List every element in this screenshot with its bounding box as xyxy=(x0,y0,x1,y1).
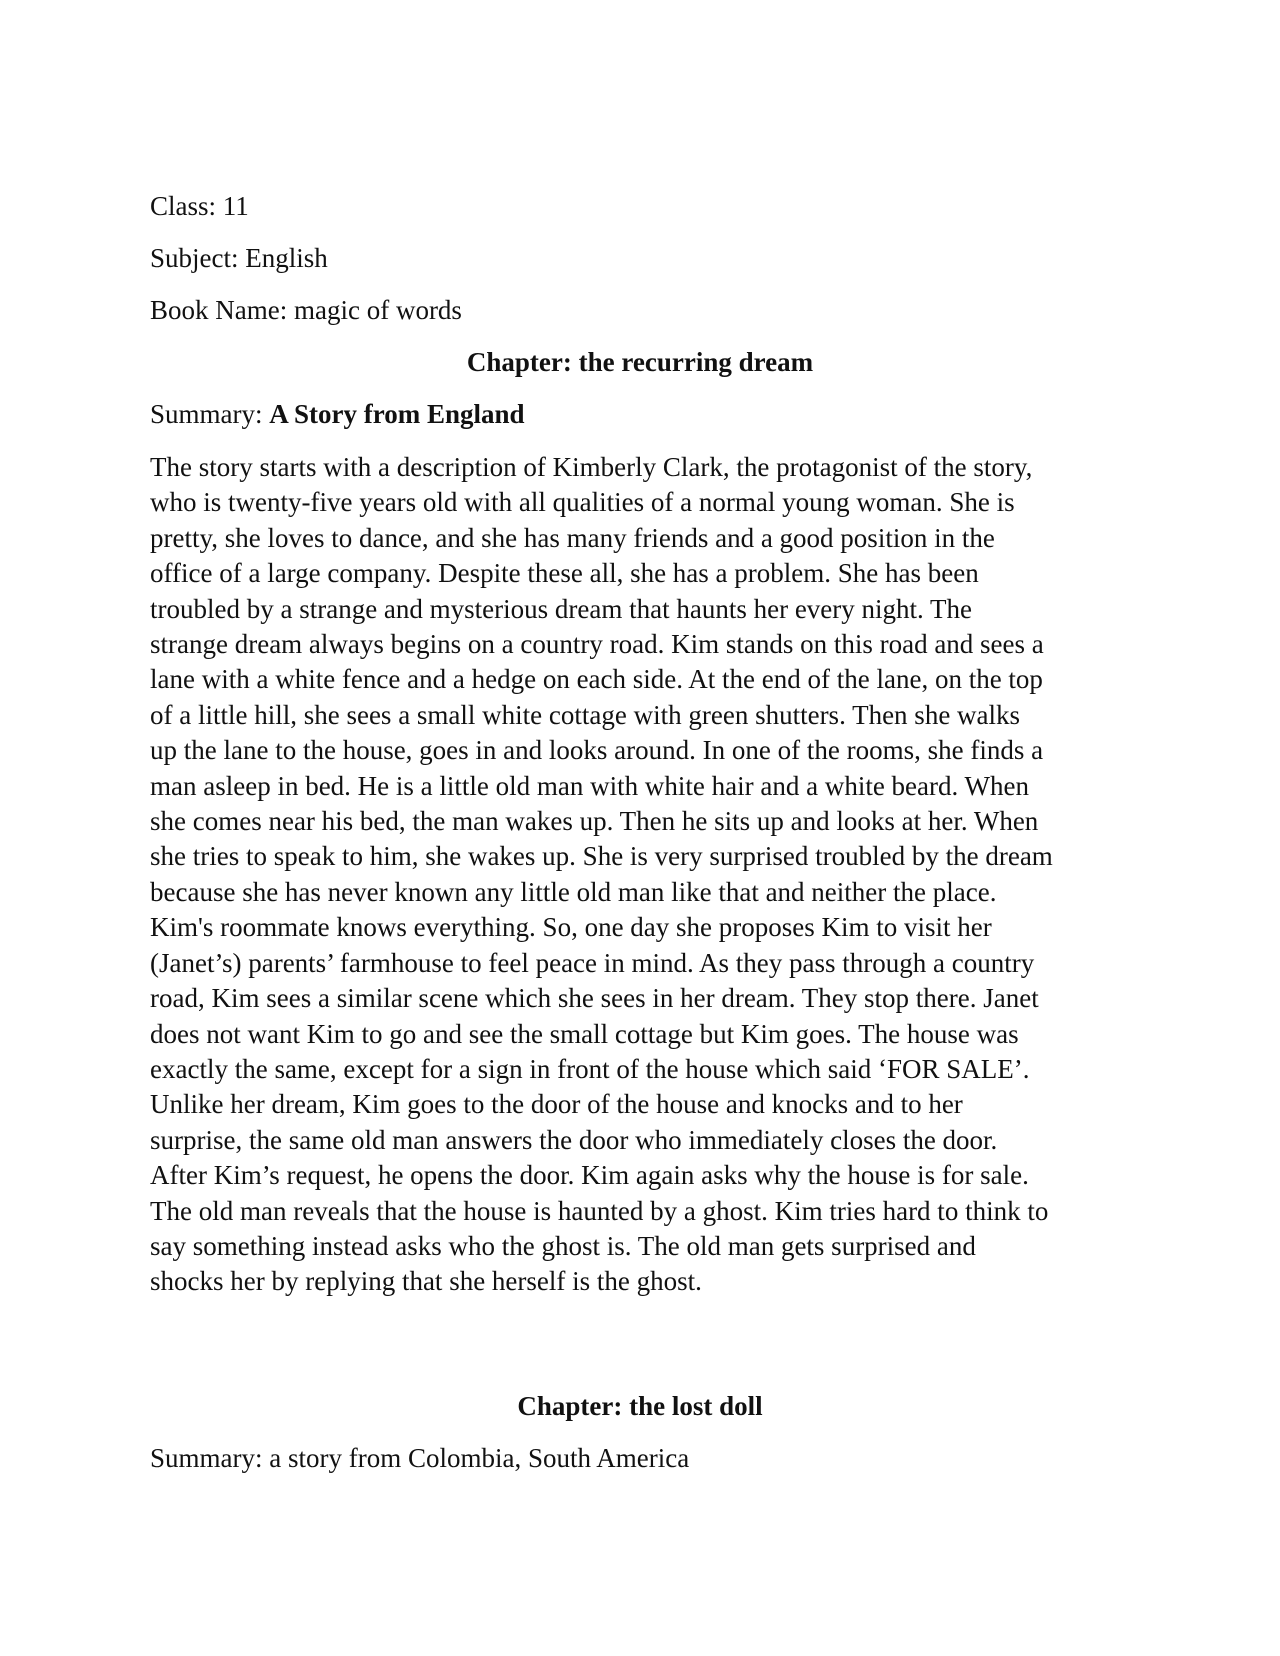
paragraph-line: (Janet’s) parents’ farmhouse to feel peace in mind. As they pass through a country xyxy=(150,947,1035,978)
summary-prefix: Summary: xyxy=(150,399,270,429)
paragraph-line: man asleep in bed. He is a little old man with white hair and a white beard. When xyxy=(150,770,1029,801)
paragraph-line: troubled by a strange and mysterious dream that haunts her every night. The xyxy=(150,593,973,624)
summary-title: A Story from England xyxy=(269,399,525,429)
paragraph-line: pretty, she loves to dance, and she has many friends and a good position in the xyxy=(150,522,995,553)
summary-line-chapter1 xyxy=(150,398,1130,431)
paragraph-line: exactly the same, except for a sign in front of the house which said ‘FOR SALE’. xyxy=(150,1053,1030,1084)
paragraph-line: lane with a white fence and a hedge on each side. At the end of the lane, on the top xyxy=(150,664,1043,695)
summary-paragraph xyxy=(150,450,1135,1300)
paragraph-line: up the lane to the house, goes in and looks around. In one of the rooms, she finds a xyxy=(150,735,1044,766)
book-name-label: Book Name: magic of words xyxy=(150,295,462,325)
paragraph-line: who is twenty-five years old with all qualities of a normal young woman. She is xyxy=(150,487,1015,518)
paragraph-line: she tries to speak to him, she wakes up. She is very surprised troubled by the dream xyxy=(150,841,1053,872)
paragraph-line: The story starts with a description of Kimberly Clark, the protagonist of the story, xyxy=(150,452,1033,482)
document-content xyxy=(150,190,1130,1494)
paragraph-line: road, Kim sees a similar scene which she sees in her dream. They stop there. Janet xyxy=(150,983,1039,1014)
subject-label: Subject: English xyxy=(150,243,328,273)
paragraph-line: strange dream always begins on a country road. Kim stands on this road and sees a xyxy=(150,629,1044,660)
paragraph-line: say something instead asks who the ghost is. The old man gets surprised and xyxy=(150,1230,976,1261)
paragraph-line: because she has never known any little old man like that and neither the place. xyxy=(150,876,997,907)
paragraph-line: shocks her by replying that she herself is the ghost. xyxy=(150,1266,702,1297)
section-spacer xyxy=(150,1300,1130,1390)
paragraph-line: office of a large company. Despite these all, she has a problem. She has been xyxy=(150,558,979,589)
paragraph-line: she comes near his bed, the man wakes up. Then he sits up and looks at her. When xyxy=(150,806,1039,837)
class-label: Class: 11 xyxy=(150,191,249,221)
summary-line-chapter2: Summary: a story from Colombia, South America xyxy=(150,1442,690,1473)
paragraph-line: Unlike her dream, Kim goes to the door of the house and knocks and to her xyxy=(150,1089,963,1120)
chapter-heading-lost-doll: Chapter: the lost doll xyxy=(517,1390,763,1421)
paragraph-line: does not want Kim to go and see the small cottage but Kim goes. The house was xyxy=(150,1018,1019,1049)
paragraph-line: of a little hill, she sees a small white cottage with green shutters. Then she walks xyxy=(150,699,1021,730)
paragraph-line: The old man reveals that the house is haunted by a ghost. Kim tries hard to think to xyxy=(150,1195,1049,1226)
chapter-heading-recurring-dream: Chapter: the recurring dream xyxy=(466,347,814,377)
paragraph-line: Kim's roommate knows everything. So, one day she proposes Kim to visit her xyxy=(150,912,992,943)
paragraph-line: surprise, the same old man answers the door who immediately closes the door. xyxy=(150,1124,998,1155)
paragraph-line: After Kim’s request, he opens the door. Kim again asks why the house is for sale. xyxy=(150,1160,1029,1191)
